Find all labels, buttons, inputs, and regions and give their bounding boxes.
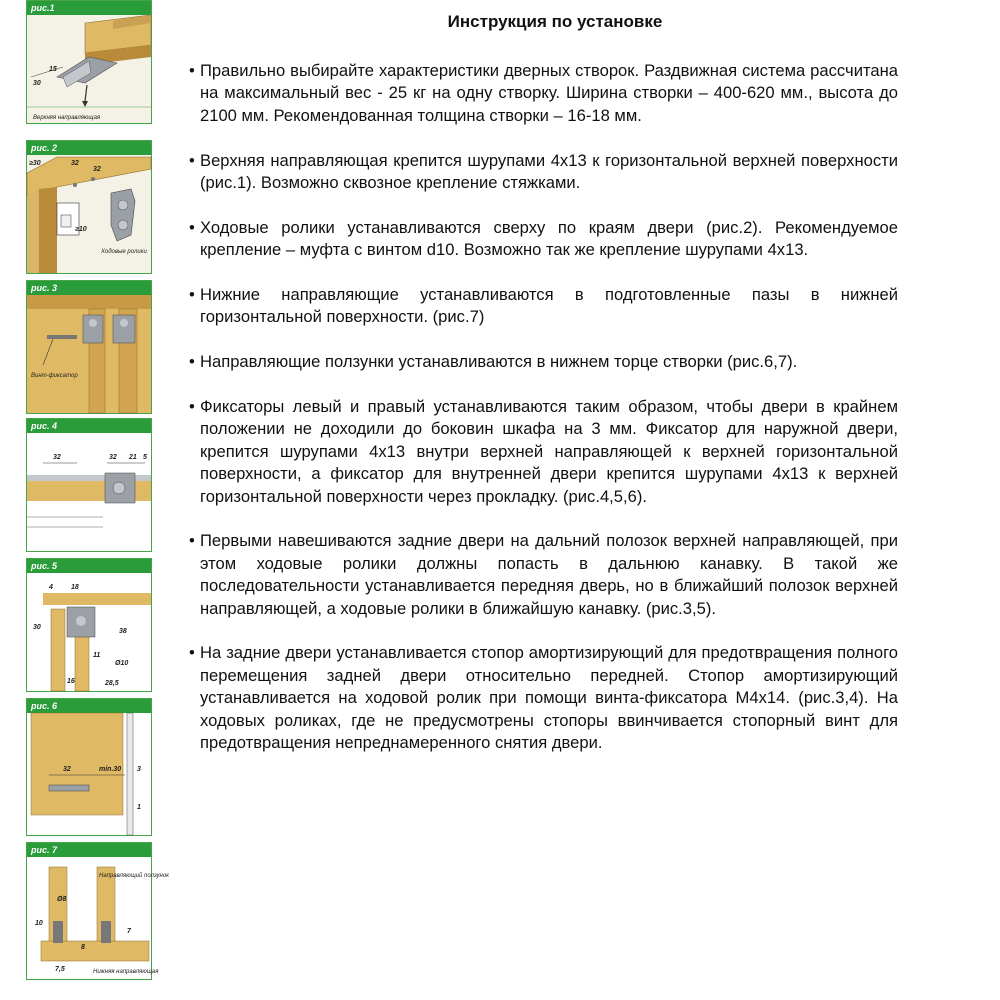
figure-tag: рис. 4 (27, 419, 151, 433)
item-text: На задние двери устанавливается стопор амортизирующий для предотвращения полного перемещения задней двери относительно передней. Стопор амортизирующий устанавливается на ходовой ролик при помощи винта-фиксатора М4х14. (рис.3,4). На ходовых роликах, где не предусмотрены стопоры ввинчивается стопорный винт для предотвращения непреднамеренного снятия двери. (200, 643, 898, 753)
dim-label: 21 (129, 454, 137, 461)
dim-label: 7,5 (55, 966, 65, 973)
figures-sidebar (26, 0, 170, 1000)
figure-tag: рис. 5 (27, 559, 151, 573)
dim-label: ≥30 (29, 160, 41, 167)
dim-label: 15 (49, 66, 57, 73)
page-title: Инструкция по установке (447, 12, 663, 31)
dim-label: 8 (81, 944, 85, 951)
item-text: Правильно выбирайте характеристики дверных створок. Раздвижная система рассчитана на максимальный вес - 25 кг на одну створку. Ширина створки – 400-620 мм., высота до 2100 мм. Рекомендованная толщина створки – 16-18 мм. (200, 61, 898, 125)
figure-caption: Направляющий ползунок (99, 873, 170, 879)
item-text: Ходовые ролики устанавливаются сверху по краям двери (рис.2). Рекомендуемое крепление – муфта с винтом d10. Возможно так же крепление шурупами 4х13. (200, 217, 898, 260)
dim-label: 3 (137, 766, 141, 773)
figure-tag: рис. 3 (27, 281, 151, 295)
item-text: Нижние направляющие устанавливаются в подготовленные пазы в нижней горизонтальной поверхности. (рис.7) (200, 285, 898, 327)
item-text: Первыми навешиваются задние двери на дальний полозок верхней направляющей, при этом ходовые ролики должны попасть в дальнюю канавку. В такой же последовательности устанавливается передняя дверь, но в ближайший полозок верхней направляющей, а ходовые ролики в ближайшую канавку. (рис.3,5). (200, 531, 898, 618)
figure-tag: рис.1 (27, 1, 151, 15)
dim-label: 1 (137, 804, 141, 811)
figure-3-drawing (27, 295, 151, 413)
dim-label: 11 (93, 652, 101, 659)
dim-label: Ø8 (57, 896, 67, 903)
item-text: Направляющие ползунки устанавливаются в нижнем торце створки (рис.6,7). (200, 352, 798, 372)
dim-label: 32 (109, 454, 117, 461)
dim-label: min.30 (99, 766, 122, 773)
figure-7 (26, 842, 170, 980)
dim-label: 28,5 (105, 680, 119, 687)
list-item: • Ходовые ролики устанавливаются сверху по краям двери (рис.2). Рекомендуемое крепление – муфта с винтом d10. Возможно так же крепление шурупами 4х13. (189, 217, 898, 260)
figure-1-drawing (27, 15, 151, 123)
figure-1 (26, 0, 152, 124)
dim-label: ≥10 (75, 226, 87, 233)
dim-label: 32 (53, 454, 61, 461)
dim-label: 5 (143, 454, 147, 461)
list-item: • Верхняя направляющая крепится шурупами 4х13 к горизонтальной верхней поверхности (рис.1). Возможно сквозное крепление стяжками. (189, 150, 898, 193)
dim-label: 30 (33, 624, 41, 631)
figure-5-drawing (27, 573, 151, 691)
figure-caption: Нижняя направляющая (93, 969, 159, 975)
figure-7-drawing (27, 857, 170, 979)
dim-label: 4 (49, 584, 53, 591)
list-item: • Фиксаторы левый и правый устанавливаются таким образом, чтобы двери в крайнем положении не доходили до боковин шкафа на 3 мм. Фиксатор для наружной двери, крепится шурупами 4х13 внутри верхней направляющей к верхней горизонтальной поверхности, а фиксатор для внутренней двери крепится шурупами 4х13 к верхней горизонтальной поверхности через прокладку. (рис.4,5,6). (189, 397, 898, 506)
dim-label: 7 (127, 928, 131, 935)
figure-2 (26, 140, 152, 274)
dim-label: Ø10 (115, 660, 129, 667)
dim-label: 10 (35, 920, 43, 927)
dim-label: 18 (71, 584, 79, 591)
list-item: • Направляющие ползунки устанавливаются в нижнем торце створки (рис.6,7). (189, 352, 798, 372)
figure-tag: рис. 7 (27, 843, 151, 857)
dim-label: 16 (67, 678, 75, 685)
list-item: • Первыми навешиваются задние двери на дальний полозок верхней направляющей, при этом ходовые ролики должны попасть в дальнюю канавку. В такой же последовательности устанавливается передняя дверь, но в ближайший полозок верхней направляющей, а ходовые ролики в ближайшую канавку. (рис.3,5). (189, 531, 898, 618)
figure-tag: рис. 6 (27, 699, 151, 713)
dim-label: 32 (93, 166, 101, 173)
figure-5 (26, 558, 152, 692)
dim-label: 32 (63, 766, 71, 773)
item-text: Фиксаторы левый и правый устанавливаются таким образом, чтобы двери в крайнем положении не доходили до боковин шкафа на 3 мм. Фиксатор для наружной двери, крепится шурупами 4х13 внутри верхней направляющей к верхней горизонтальной поверхности, а фиксатор для внутренней двери крепится шурупами 4х13 к верхней горизонтальной поверхности через прокладку. (рис.4,5,6). (200, 397, 898, 506)
instruction-list (190, 60, 898, 777)
figure-4 (26, 418, 152, 552)
dim-label: 30 (33, 80, 41, 87)
list-item: • Правильно выбирайте характеристики дверных створок. Раздвижная система рассчитана на максимальный вес - 25 кг на одну створку. Ширина створки – 400-620 мм., высота до 2100 мм. Рекомендованная толщина створки – 16-18 мм. (189, 61, 898, 125)
figure-6-drawing (27, 713, 151, 835)
figure-3 (26, 280, 152, 414)
dim-label: 32 (71, 160, 79, 167)
figure-6 (26, 698, 152, 836)
figure-caption: Верхняя направляющая (33, 115, 101, 121)
figure-caption: Ходовые ролики (101, 249, 147, 255)
figure-2-drawing (27, 155, 151, 273)
figure-tag: рис. 2 (27, 141, 151, 155)
figure-caption: Винт-фиксатор (31, 373, 78, 379)
list-item: • Нижние направляющие устанавливаются в подготовленные пазы в нижней горизонтальной поверхности. (рис.7) (189, 285, 898, 327)
dim-label: 38 (119, 628, 127, 635)
figure-4-drawing (27, 433, 151, 551)
item-text: Верхняя направляющая крепится шурупами 4х13 к горизонтальной верхней поверхности (рис.1). Возможно сквозное крепление стяжками. (200, 150, 898, 193)
list-item: • На задние двери устанавливается стопор амортизирующий для предотвращения полного перемещения задней двери относительно передней. Стопор амортизирующий устанавливается на ходовой ролик при помощи винта-фиксатора М4х14. (рис.3,4). На ходовых роликах, где не предусмотрены стопоры ввинчивается стопорный винт для предотвращения непреднамеренного снятия двери. (189, 643, 898, 753)
